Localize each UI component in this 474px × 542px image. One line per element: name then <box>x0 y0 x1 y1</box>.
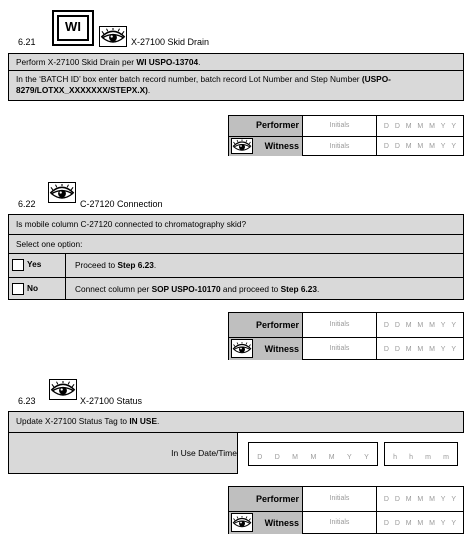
performer-date-field[interactable]: D D M M M Y Y <box>383 122 456 130</box>
witness-initials-field[interactable]: Initials <box>303 512 377 534</box>
batch-id-format: (USPO-8279/LOTXX_XXXXXXX/STEPX.X) <box>16 74 391 95</box>
witness-row <box>229 511 463 534</box>
status-box <box>8 411 464 474</box>
eye-icon <box>48 182 76 203</box>
performer-initials-field[interactable]: Initials <box>303 487 377 511</box>
no-checkbox[interactable] <box>12 283 24 295</box>
eye-icon <box>49 379 77 400</box>
in-use-date-field[interactable]: D D M M M Y Y <box>248 442 378 466</box>
witness-date-field[interactable]: D D M M M Y Y <box>383 143 456 150</box>
witness-row <box>229 337 463 360</box>
signature-table <box>228 312 464 360</box>
performer-row <box>229 116 463 136</box>
step-number: 6.23 <box>18 396 36 406</box>
performer-date-field[interactable]: D D M M M Y Y <box>383 495 456 503</box>
prompt-row <box>9 234 463 253</box>
witness-initials-field[interactable]: Initials <box>303 137 377 156</box>
instruction-row <box>9 70 463 101</box>
option-action: Proceed to <box>75 260 118 270</box>
option-row-yes: Yes Proceed to Step 6.23. <box>9 253 463 277</box>
eye-icon <box>231 339 253 358</box>
signature-table <box>228 486 464 534</box>
signature-table <box>228 115 464 156</box>
option-row-no: No Connect column per SOP USPO-10170 and proceed to Step 6.23. <box>9 277 463 300</box>
instruction-text: In the ‘BATCH ID’ box enter batch record number, batch record Lot Number and Step Number <box>16 74 360 84</box>
instruction-text: Perform X-27100 Skid Drain per <box>16 57 137 67</box>
eye-icon <box>231 513 253 532</box>
in-use-date-time-field[interactable] <box>237 433 464 474</box>
wi-badge-label: WI <box>57 15 89 41</box>
status-value: IN USE <box>129 416 157 426</box>
date-time-label: In Use Date/Time <box>171 448 237 458</box>
date-row <box>9 432 463 474</box>
witness-date-field[interactable]: D D M M M Y Y <box>383 519 456 527</box>
performer-label: Performer <box>229 313 303 337</box>
performer-row <box>229 487 463 511</box>
performer-initials-field[interactable]: Initials <box>303 116 377 136</box>
wi-reference: WI USPO-13704 <box>136 57 199 67</box>
instruction-box <box>8 53 464 101</box>
performer-label: Performer <box>229 116 303 136</box>
wi-badge <box>52 10 94 46</box>
eye-icon <box>231 138 253 154</box>
instruction-row <box>9 54 463 70</box>
eye-icon <box>99 26 127 47</box>
option-action: Connect column per <box>75 284 152 294</box>
performer-row <box>229 313 463 337</box>
instruction-text: . <box>147 85 151 95</box>
witness-row <box>229 136 463 156</box>
witness-date-field[interactable]: D D M M M Y Y <box>383 345 456 353</box>
in-use-time-field[interactable]: h h m m <box>384 442 458 466</box>
step-title: C-27120 Connection <box>80 199 163 209</box>
performer-date-field[interactable]: D D M M M Y Y <box>383 321 456 329</box>
witness-label: Witness <box>229 512 303 534</box>
option-label: Yes <box>27 259 42 270</box>
step-number: 6.22 <box>18 199 36 209</box>
witness-label: Witness <box>229 338 303 360</box>
question-text: Is mobile column C-27120 connected to chromatography skid? <box>16 219 247 229</box>
step-reference: Step 6.23 <box>280 284 317 294</box>
step-title: X-27100 Skid Drain <box>131 37 210 47</box>
performer-initials-field[interactable]: Initials <box>303 313 377 337</box>
question-row <box>9 215 463 234</box>
step-title: X-27100 Status <box>80 396 143 406</box>
step-number: 6.21 <box>18 37 36 47</box>
witness-label: Witness <box>229 137 303 156</box>
performer-label: Performer <box>229 487 303 511</box>
option-label: No <box>27 283 39 294</box>
instruction-text: . <box>198 57 201 67</box>
decision-box <box>8 214 464 300</box>
select-prompt: Select one option: <box>16 239 83 249</box>
witness-initials-field[interactable]: Initials <box>303 338 377 360</box>
yes-checkbox[interactable] <box>12 259 24 271</box>
sop-reference: SOP USPO-10170 <box>151 284 221 294</box>
instruction-row: Update X-27100 Status Tag to IN USE. <box>16 416 160 426</box>
step-reference: Step 6.23 <box>117 260 154 270</box>
instruction-text: Update X-27100 Status Tag to <box>16 416 130 426</box>
